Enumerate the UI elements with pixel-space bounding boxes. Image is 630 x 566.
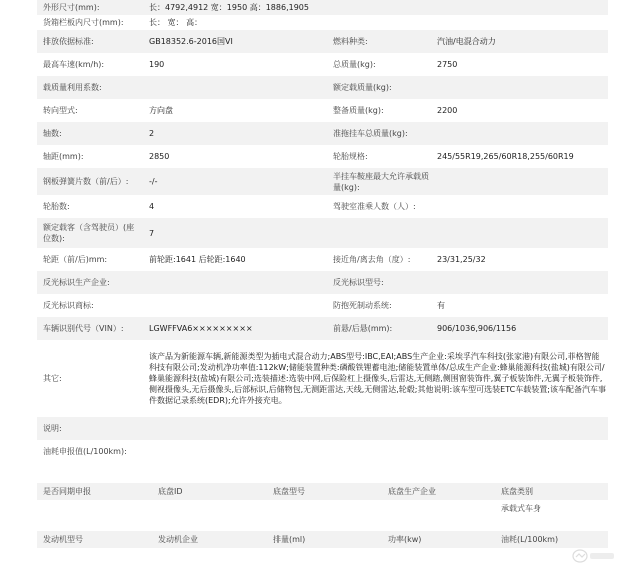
spec-value: 906/1036,906/1156 xyxy=(431,317,608,340)
spec-label: 最高车速(km/h): xyxy=(43,60,105,69)
spec-label: 防抱死制动系统: xyxy=(333,301,392,310)
spec-label: 反光标识型号: xyxy=(327,271,431,294)
spec-value: 方向盘 xyxy=(149,106,173,115)
spec-row xyxy=(37,122,608,145)
spec-value xyxy=(143,294,327,317)
spec-label: 额定载客（含驾驶员）(座位数): xyxy=(37,218,143,248)
chassis-header-row xyxy=(37,483,608,500)
spec-row xyxy=(37,145,608,168)
spec-value xyxy=(431,218,608,248)
spec-label: 转向型式: xyxy=(43,106,78,115)
spec-value: 4 xyxy=(149,202,155,211)
spec-value: GB18352.6-2016国VI xyxy=(143,30,327,53)
spec-value xyxy=(431,76,608,99)
car-logo-icon xyxy=(572,548,616,564)
spec-value: 2200 xyxy=(437,106,458,115)
engine-table xyxy=(37,531,608,548)
spec-row xyxy=(37,195,608,218)
spec-value xyxy=(431,271,608,294)
spec-label: 反光标识生产企业: xyxy=(37,271,143,294)
spec-label: 车辆识别代号（VIN）: xyxy=(37,317,143,340)
spec-value: 190 xyxy=(149,60,165,69)
chassis-cell xyxy=(152,500,267,517)
spec-label xyxy=(327,218,431,248)
spec-label: 钢板弹簧片数（前/后）: xyxy=(37,168,143,195)
spec-value: 长：4792,4912 宽：1950 高：1886,1905 xyxy=(143,0,608,15)
spec-value: 该产品为新能源车辆,新能源类型为插电式混合动力;ABS型号:IBC,EAI;ABS生产企业:采埃孚汽车科技(张家港)有限公司,菲格智能科技有限公司;发动机净功率值:112kW;储能装置种类:磷酸铁锂蓄电池;储能装置单体/总成生产企业:蜂巢能源科技(盐城)有限公司/蜂巢能源科技(盐城)有限公司;选装描述:选装中网,后保险杠上摄像头,后雷达,无侧踏,侧围窗装饰件,翼子板装饰件,无翼子板装饰件,侧视摄像头,无后摄像头,后部标识,后储物包,无测距雷达,天线,无侧雷达,轮毂;其他说明:该车型可选装ETC车载装置;该车配备汽车事件数据记录系统(EDR);允许外接充电。 xyxy=(149,352,606,405)
chassis-cell xyxy=(382,500,495,517)
chassis-table xyxy=(37,483,608,517)
spec-value: 汽油/电混合动力 xyxy=(431,30,608,53)
spec-row xyxy=(37,271,608,294)
spec-frame xyxy=(37,0,608,548)
spec-value: 2850 xyxy=(149,152,170,161)
chassis-header: 底盘ID xyxy=(152,483,267,500)
spec-value: 2750 xyxy=(437,60,458,69)
spec-row xyxy=(37,0,608,15)
spec-label: 油耗申报值(L/100km): xyxy=(43,447,127,456)
spec-row xyxy=(37,168,608,195)
chassis-header: 底盘型号 xyxy=(267,483,382,500)
spec-label: 反光标识商标: xyxy=(43,301,94,310)
spec-value: 23/31,25/32 xyxy=(437,255,486,264)
spec-label: 前悬/后悬(mm): xyxy=(327,317,431,340)
engine-header: 发动机型号 xyxy=(37,531,152,548)
chassis-header: 底盘生产企业 xyxy=(382,483,495,500)
spec-value xyxy=(143,271,327,294)
spec-value: 长： 宽： 高： xyxy=(149,18,203,27)
spec-label: 轮胎规格: xyxy=(333,152,368,161)
spec-row xyxy=(37,340,608,417)
spec-value xyxy=(143,417,608,440)
spec-label: 其它: xyxy=(43,374,62,383)
spec-value xyxy=(143,76,327,99)
spec-value: 有 xyxy=(437,301,445,310)
spec-row xyxy=(37,294,608,317)
spec-value xyxy=(431,168,608,195)
spec-label: 说明: xyxy=(37,417,143,440)
spec-label: 轮胎数: xyxy=(43,202,70,211)
spec-label: 轴数: xyxy=(37,122,143,145)
spec-label: 额定载质量(kg): xyxy=(327,76,431,99)
engine-header: 油耗(L/100km) xyxy=(495,531,608,548)
spec-row xyxy=(37,76,608,99)
spec-label: 燃料种类: xyxy=(327,30,431,53)
spec-row xyxy=(37,15,608,30)
spec-value xyxy=(431,195,608,218)
chassis-data-row xyxy=(37,500,608,517)
spec-label: 驾驶室准乘人数（人）: xyxy=(333,202,416,211)
spec-table xyxy=(37,0,608,463)
spec-label: 半挂车鞍座最大允许承载质量(kg): xyxy=(327,168,431,195)
spec-label: 准拖挂车总质量(kg): xyxy=(327,122,431,145)
engine-header-row xyxy=(37,531,608,548)
spec-label: 外形尺寸(mm): xyxy=(37,0,143,15)
spec-row xyxy=(37,440,608,463)
spec-row xyxy=(37,248,608,271)
spec-value xyxy=(143,440,608,463)
section-gap xyxy=(37,463,608,483)
spec-value: LGWFFVA6××××××××× xyxy=(143,317,327,340)
spec-row xyxy=(37,99,608,122)
spec-label: 货箱栏板内尺寸(mm): xyxy=(43,18,124,27)
engine-header: 排量(ml) xyxy=(267,531,382,548)
spec-value: 前轮距:1641 后轮距:1640 xyxy=(149,255,246,264)
spec-value: 245/55R19,265/60R18,255/60R19 xyxy=(437,152,574,161)
spec-row xyxy=(37,218,608,248)
spec-row xyxy=(37,317,608,340)
spec-label: 整备质量(kg): xyxy=(333,106,384,115)
spec-label: 载质量利用系数: xyxy=(37,76,143,99)
spec-row xyxy=(37,417,608,440)
chassis-header: 是否同期申报 xyxy=(37,483,152,500)
spec-label: 轴距(mm): xyxy=(43,152,84,161)
chassis-cell xyxy=(267,500,382,517)
spec-label: 排放依据标准: xyxy=(37,30,143,53)
spec-value: 2 xyxy=(143,122,327,145)
chassis-header: 底盘类别 xyxy=(495,483,608,500)
spec-value xyxy=(431,122,608,145)
engine-header: 发动机企业 xyxy=(152,531,267,548)
spec-row xyxy=(37,30,608,53)
spec-label: 总质量(kg): xyxy=(333,60,376,69)
chassis-cell: 承载式车身 xyxy=(501,504,541,513)
section-gap xyxy=(37,517,608,531)
chassis-cell xyxy=(37,500,152,517)
spec-value: -/- xyxy=(143,168,327,195)
spec-label: 轮距（前/后)mm: xyxy=(43,255,108,264)
spec-label: 接近角/离去角（度）: xyxy=(333,255,411,264)
spec-row xyxy=(37,53,608,76)
engine-header: 功率(kw) xyxy=(382,531,495,548)
spec-value: 7 xyxy=(143,218,327,248)
